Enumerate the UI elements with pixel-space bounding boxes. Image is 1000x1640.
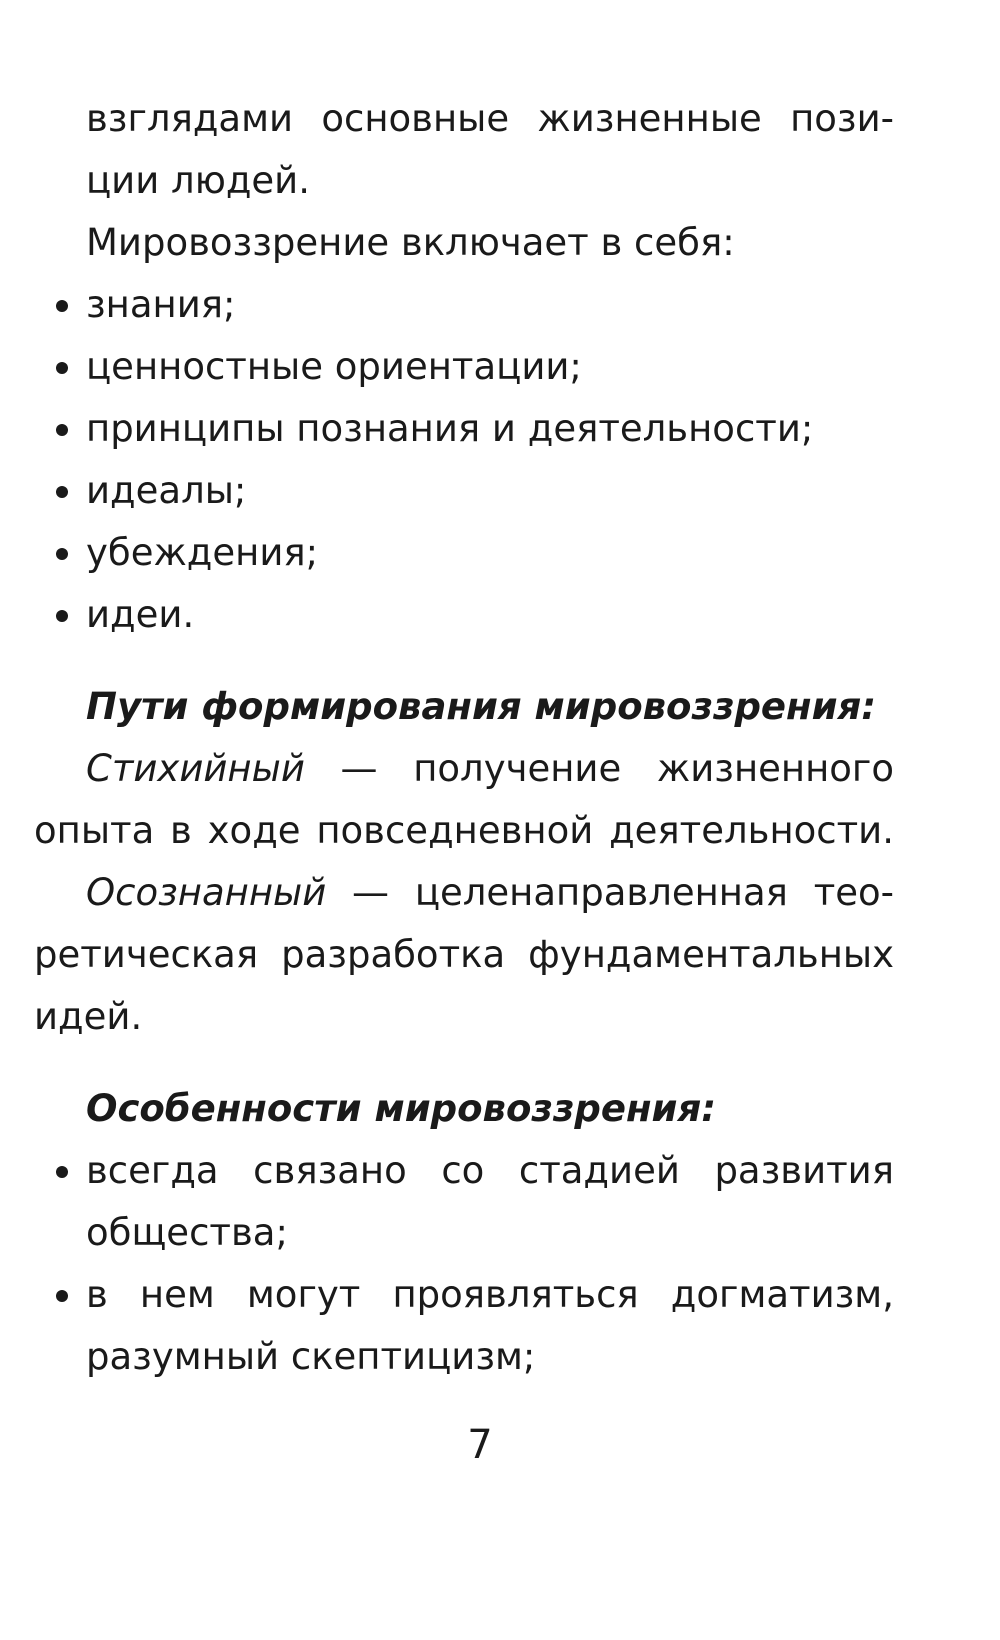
conscious-line-1 [34, 862, 894, 924]
bullet-icon [56, 486, 68, 498]
conscious-line-3: идей. [34, 995, 143, 1038]
bullet-icon [56, 1290, 68, 1302]
features-heading: Особенности мировоззрения: [86, 1087, 716, 1130]
feature-1-line-2: общества; [86, 1211, 288, 1254]
list-item-text: знания; [86, 283, 236, 326]
spontaneous-line-2: опыта в ходе повседневной деятельности. [34, 809, 894, 852]
list-item [34, 336, 894, 398]
feature-2-line-1: в нем могут проявляться догматизм, [86, 1273, 894, 1316]
intro-line-1: взглядами основные жизненные пози- [86, 97, 894, 140]
spontaneous-definition: — получение жизненного [304, 747, 894, 790]
list-item [34, 522, 894, 584]
page-text [34, 88, 894, 1388]
list-item-text: идеалы; [86, 469, 247, 512]
list-item [34, 1140, 894, 1202]
list-item-text: убеждения; [86, 531, 319, 574]
list-item [34, 1264, 894, 1326]
list-item [34, 398, 894, 460]
list-item-text: принципы познания и деятельности; [86, 407, 814, 450]
spontaneous-line-1 [34, 738, 894, 800]
bullet-icon [56, 1166, 68, 1178]
section-gap [34, 646, 894, 676]
bullet-icon [56, 424, 68, 436]
bullet-icon [56, 610, 68, 622]
feature-1-line-1: всегда связано со стадией развития [86, 1149, 894, 1192]
list-item-text: идеи. [86, 593, 195, 636]
conscious-definition: — целенаправленная тео- [326, 871, 894, 914]
list-item [34, 584, 894, 646]
list-item-text: ценностные ориентации; [86, 345, 582, 388]
page-number: 7 [467, 1422, 493, 1468]
conscious-line-2: ретическая разработка фундаментальных [34, 933, 894, 976]
intro-line-3: Мировоззрение включает в себя: [86, 221, 735, 264]
list-item [34, 460, 894, 522]
intro-line-2: ции людей. [86, 159, 310, 202]
ways-heading: Пути формирования мировоззрения: [86, 685, 877, 728]
bullet-icon [56, 362, 68, 374]
includes-list [34, 274, 894, 646]
feature-2-line-2: разумный скептицизм; [86, 1335, 536, 1378]
list-item [34, 274, 894, 336]
conscious-term: Осознанный [86, 871, 327, 914]
spontaneous-term: Стихийный [86, 747, 305, 790]
bullet-icon [56, 300, 68, 312]
bullet-icon [56, 548, 68, 560]
section-gap [34, 1048, 894, 1078]
